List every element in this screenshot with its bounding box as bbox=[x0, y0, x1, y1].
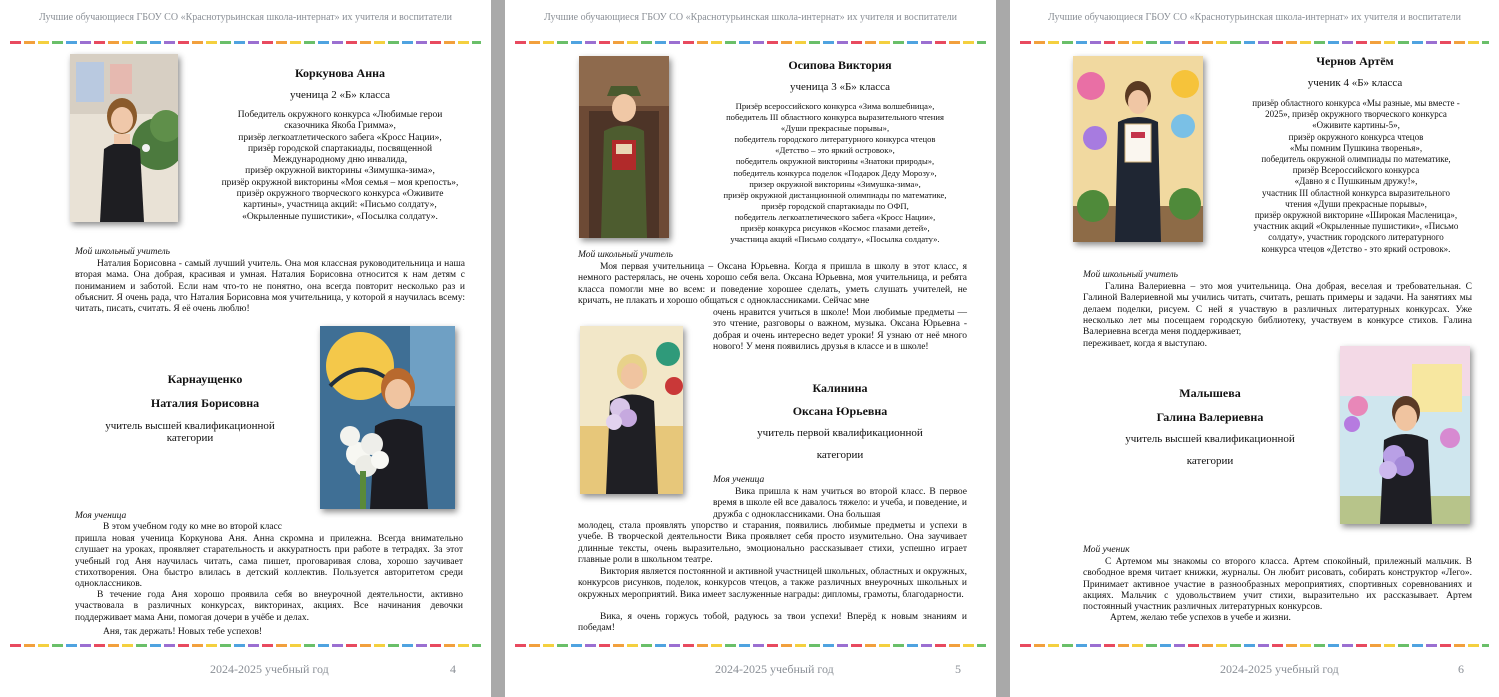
document-page-4 bbox=[0, 0, 491, 697]
achievement-line: 2025», призёр окружного творческого конкурса bbox=[1265, 109, 1447, 120]
teacher-name: Галина Валериевна bbox=[1156, 410, 1264, 424]
teacher-category: учитель высшей квалификационной bbox=[1125, 433, 1295, 445]
achievement-line: победитель окружной олимпиады по математике, bbox=[1261, 154, 1451, 165]
achievement-line: «Души прекрасные порывы», bbox=[780, 123, 890, 134]
about-teacher-text: очень нравится учиться в школе! Мои любимые предметы — это чтение, разговоры о важном, музыка. Оксана Юрьевна - добрая и очень интересно ведет уроки! Я узнаю от неё много нового! У меня появились друзья в классе и в школе! bbox=[713, 308, 967, 352]
teacher-photo bbox=[320, 326, 455, 509]
student-grade: ученик 4 «Б» класса bbox=[1307, 77, 1403, 89]
student-achievements bbox=[195, 110, 485, 223]
achievement-line: победитель III областного конкурса выразительного чтения bbox=[726, 112, 944, 123]
about-teacher-text: Моя первая учительница – Оксана Юрьевна. Когда я пришла в школу в этот класс, я немного растерялась, не очень хорошо себя вела. Оксана Юрьевна, моя учительница, и ребята класса помогли мне во всем: и поведение хорошее сделать, уметь слушать учителей, не кричать, не плакать и хорошо общаться с одноклассниками. Сейчас мне bbox=[578, 262, 967, 306]
student-grade: ученица 3 «Б» класса bbox=[789, 81, 891, 93]
achievement-line: участник акций «Окрыленные пушистики», «Письмо bbox=[1253, 221, 1459, 232]
achievement-line: призёр окружной викторины «Моя семья – моя крепость», bbox=[221, 177, 459, 188]
achievement-line: призёр городской спартакиады, посвященной bbox=[247, 143, 433, 154]
page-number: 6 bbox=[1458, 662, 1464, 676]
achievement-line: чтения «Души прекрасные порывы», bbox=[1285, 198, 1427, 209]
about-teacher-text: Галина Валериевна – это моя учительница. Она добрая, веселая и требовательная. С Галиной Валериевной мы учились читать, считать, решать примеры и задачи. На занятиях мы делаем поделки, рисуем. С ней я участвую в различных литературных конкурсах. Уже несколько лет мы посещаем городскую библиотеку, участвуем в конкурсе стихов. Галина Валериевна всегда меня поддерживает, bbox=[1083, 282, 1472, 338]
teacher-name: Наталия Борисовна bbox=[150, 396, 260, 410]
page-header: Лучшие обучающиеся ГБОУ СО «Краснотурьинская школа-интернат» их учителя и воспитатели bbox=[1048, 12, 1461, 23]
teacher-category: категории bbox=[816, 449, 864, 461]
achievement-line: Международному дню инвалида, bbox=[272, 155, 408, 166]
student-photo bbox=[579, 56, 669, 238]
about-student-end: Вика, я очень горжусь тобой, радуюсь за твои успехи! Вперёд к новым знаниям и победам! bbox=[578, 612, 967, 634]
teacher-name: Оксана Юрьевна bbox=[792, 404, 888, 418]
student-photo bbox=[70, 54, 178, 222]
about-student-text: пришла новая ученица Коркунова Аня. Анна скромна и прилежна. Всегда внимательно слушает на уроках, проявляет старательность и аккуратность при работе в тетрадях. За этот учебный год Аня научилась читать, сама пишет, проговаривая слова, хорошо заучивает стихотворения. Она быстро влилась в детский коллектив. Пользуется авторитетом среди одноклассников. bbox=[75, 534, 463, 590]
rainbow-divider-bottom bbox=[10, 644, 481, 647]
rainbow-divider-top bbox=[1020, 41, 1489, 44]
section-title: Моя ученица bbox=[75, 511, 127, 521]
page-number: 5 bbox=[955, 662, 961, 676]
section-title: Мой школьный учитель bbox=[1083, 270, 1178, 280]
teacher-photo bbox=[580, 326, 683, 494]
section-title: Моя ученица bbox=[713, 475, 765, 485]
student-name: Чернов Артём bbox=[1316, 54, 1394, 68]
about-student-intro: В этом учебном году ко мне во второй класс bbox=[103, 522, 282, 532]
achievement-line: «Окрыленные пушистики», «Посылка солдату». bbox=[242, 211, 438, 222]
achievement-line: участник III областной конкурса выразительного bbox=[1262, 187, 1450, 198]
teacher-category: категории bbox=[1186, 455, 1234, 467]
about-teacher-end: переживает, когда я выступаю. bbox=[1083, 339, 1208, 349]
about-student-text: В течение года Аня хорошо проявила себя во внеурочной деятельности, активно участвовала в различных конкурсах, викторинах, акциях. Все начинания девочки поддерживает мама Ани, помогая дочери в учёбе и делах. bbox=[75, 590, 463, 623]
achievement-line: победитель конкурса поделок «Подарок Деду Морозу», bbox=[733, 167, 937, 178]
achievement-line: призёр областного конкурса «Мы разные, мы вместе - bbox=[1252, 98, 1460, 108]
achievement-line: участница акций «Письмо солдату», «Посылка солдату». bbox=[730, 234, 940, 245]
about-student-end: Аня, так держать! Новых тебе успехов! bbox=[103, 627, 263, 637]
footer-year: 2024-2025 учебный год bbox=[210, 662, 329, 676]
section-title: Мой ученик bbox=[1083, 545, 1130, 555]
achievement-line: Призёр всероссийского конкурса «Зима волшебница», bbox=[735, 101, 935, 111]
achievement-line: призёр окружной викторины «Зимушка-зима», bbox=[245, 166, 435, 177]
achievement-line: победитель легкоатлетического забега «Кросс Нации», bbox=[734, 211, 936, 222]
achievement-line: солдату», участник городского литературного bbox=[1268, 232, 1444, 243]
achievement-line: призёр окружной дистанционной олимпиады по математике, bbox=[723, 189, 947, 200]
page-number: 4 bbox=[450, 662, 456, 676]
student-grade: ученица 2 «Б» класса bbox=[289, 89, 391, 101]
teacher-surname: Карнаущенко bbox=[167, 372, 243, 386]
achievement-line: призёр окружного конкурса чтецов bbox=[1288, 131, 1424, 142]
footer-year: 2024-2025 учебный год bbox=[715, 662, 834, 676]
achievement-line: призёр окружного творческого конкурса «Оживите bbox=[236, 189, 444, 200]
achievement-line: призёр легкоатлетического забега «Кросс Нации», bbox=[238, 132, 442, 143]
rainbow-divider-bottom bbox=[1020, 644, 1489, 647]
achievement-line: сказочника Якоба Гримма», bbox=[284, 121, 396, 132]
achievement-line: «Мы помним Пушкина творенья», bbox=[1289, 142, 1423, 153]
achievement-line: Победитель окружного конкурса «Любимые герои bbox=[237, 110, 443, 120]
achievement-line: картины», участница акций: «Письмо солдату», bbox=[243, 200, 437, 211]
achievement-line: конкурса чтецов «Детство - это яркий островок». bbox=[1261, 243, 1451, 254]
student-photo bbox=[1073, 56, 1203, 242]
teacher-category: учитель первой квалификационной bbox=[757, 427, 923, 439]
footer-year: 2024-2025 учебный год bbox=[1220, 662, 1339, 676]
achievement-line: призер окружной викторины «Зимушка-зима», bbox=[749, 178, 921, 189]
achievement-line: «Детство – это яркий островок», bbox=[775, 145, 895, 156]
student-achievements bbox=[685, 101, 985, 245]
achievement-line: победитель городского литературного конкурса чтецов bbox=[734, 134, 936, 145]
achievement-line: победитель окружной викторины «Знатоки природы», bbox=[735, 156, 935, 167]
achievement-line: призёр окружной викторине «Широкая Масленица», bbox=[1254, 210, 1458, 221]
document-page-6 bbox=[1010, 0, 1499, 697]
document-page-5 bbox=[505, 0, 996, 697]
about-student-text: С Артемом мы знакомы со второго класса. Артем спокойный, прилежный мальчик. В свободное время читает книжки, журналы. Он любит рисовать, собирать конструктор «Лего». Принимает активное участие в разнообразных мероприятиях, спортивных соревнованиях и акциях. Мальчик с удовольствием учит стихи, выразительно их рассказывает. Артем постоянный участник различных литературных конкурсов. bbox=[1083, 557, 1472, 613]
rainbow-divider-top bbox=[10, 41, 481, 44]
rainbow-divider-top bbox=[515, 41, 986, 44]
page-header: Лучшие обучающиеся ГБОУ СО «Краснотурьинская школа-интернат» их учителя и воспитатели bbox=[39, 12, 452, 23]
about-student-end: Артем, желаю тебе успехов в учебе и жизни. bbox=[1110, 613, 1291, 623]
teacher-surname: Калинина bbox=[812, 381, 868, 395]
about-student-text: Виктория является постоянной и активной участницей школьных, областных и окружных, конкурсов рисунков, поделок, конкурсов чтецов, а также различных внеурочных школьных и окружных мероприятий. Вика имеет заслуженные награды: дипломы, грамоты, благодарности. bbox=[578, 567, 968, 600]
rainbow-divider-bottom bbox=[515, 644, 986, 647]
teacher-category: учитель высшей квалификационной категории bbox=[105, 420, 275, 444]
teacher-surname: Малышева bbox=[1179, 386, 1241, 400]
student-name: Осипова Виктория bbox=[788, 58, 892, 72]
page-header: Лучшие обучающиеся ГБОУ СО «Краснотурьинская школа-интернат» их учителя и воспитатели bbox=[544, 12, 957, 23]
achievement-line: «Давно я с Пушкиным дружу!», bbox=[1294, 176, 1418, 187]
achievement-line: «Оживите картины-5», bbox=[1312, 120, 1400, 131]
section-title: Мой школьный учитель bbox=[75, 247, 170, 257]
section-title: Мой школьный учитель bbox=[578, 250, 673, 260]
student-name: Коркунова Анна bbox=[294, 66, 386, 80]
about-student-text: Вика пришла к нам учиться во второй класс. В первое время в школе ей все давалось тяжело: и учеба, и поведение, и дружба с одноклассниками. Она большая bbox=[713, 487, 967, 520]
student-achievements bbox=[1225, 98, 1487, 255]
achievement-line: призёр конкурса рисунков «Космос глазами детей», bbox=[740, 223, 930, 234]
achievement-line: призёр городской спартакиады по ОФП, bbox=[761, 200, 909, 211]
about-student-text: молодец, стала проявлять упорство и старания, появились любимые предметы и успехи в учебе. В творческой деятельности Вика проявляет себя просто изумительно. Она заучивает длинные тексты, очень выразительно, эмоционально рассказывает стихи, успешно играет главные роли в школьном театре. bbox=[578, 521, 967, 565]
about-teacher-text: Наталия Борисовна - самый лучший учитель. Она моя классная руководительница и наша вторая мама. Она добрая, красивая и умная. Наталия Борисовна относится к нам детям с пониманием и заботой. Если нам что-то не понятно, она всегда повторит несколько раз и объяснит. Я очень рада, что Наталия Борисовна моя учительница, у которой я научилась всему: читать, писать, считать. Я её очень люблю! bbox=[75, 259, 465, 315]
teacher-photo bbox=[1340, 346, 1470, 524]
achievement-line: призёр Всероссийского конкурса bbox=[1292, 165, 1420, 176]
